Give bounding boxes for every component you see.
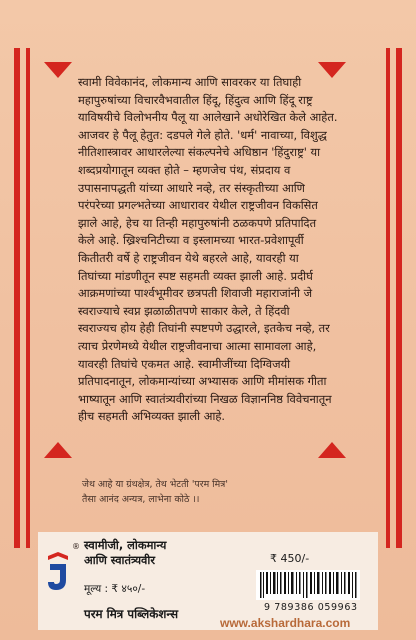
publisher-quote xyxy=(82,478,342,507)
watermark-text: www.akshardhara.com xyxy=(220,616,351,630)
book-title-line: आणि स्वातंत्र्यवीर xyxy=(84,553,155,567)
corner-triangle-icon xyxy=(44,62,72,78)
registered-mark: ® xyxy=(72,542,80,551)
blurb-line: नीतिशास्त्रावर आधारलेल्या संकल्पनेचे अधिष्ठान 'हिंदुराष्ट्र' या xyxy=(78,145,321,160)
blurb-line: हीच सहमती अभिव्यक्त झाली आहे. xyxy=(78,409,226,424)
blurb-line: उपासनापद्धती यांच्या आधारे नव्हे, तर संस्कृतीच्या आणि xyxy=(78,180,305,195)
blurb-text xyxy=(78,74,340,426)
corner-triangle-icon xyxy=(318,442,346,458)
left-red-stripe-thin xyxy=(26,48,30,548)
blurb-line: स्वराज्याचे स्वप्न झळाळीतपणे साकार केले, ते हिंदवी xyxy=(78,303,290,318)
blurb-line: शब्दप्रयोगातून व्यक्त होते – म्हणजेच पंथ, संप्रदाय व xyxy=(78,162,291,177)
blurb-line: आजवर हे पैलू हेतुत: दडपले गेले होते. 'धर्म' नावाच्या, विशुद्ध xyxy=(78,127,327,142)
blurb-line: याविषयीचे विलोभनीय पैलू या आलेखाने अधोरेखित केले आहेत. xyxy=(78,110,338,125)
quote-line: तैसा आनंद अन्यत्र, लाभेना कोठे ।। xyxy=(82,493,200,505)
blurb-line: कितीतरी वर्षे हे राष्ट्रजीवन येथे बहरले आहे, यावरही या xyxy=(78,250,299,265)
price-marathi: मूल्य : ₹ ४५०/- xyxy=(84,583,146,595)
publisher-logo-icon xyxy=(44,550,72,594)
blurb-line: केले आहे. ख्रिश्चनिटीच्या व इस्लामच्या भारत-प्रवेशापूर्वी xyxy=(78,233,304,248)
blurb-line: महापुरुषांच्या विचारवैभवातील हिंदू, हिंदुत्व आणि हिंदू राष्ट्र xyxy=(78,92,313,107)
blurb-line: त्याच प्रेरणेमध्ये येथील राष्ट्रजीवनाचा आत्मा सामावला आहे, xyxy=(78,338,317,353)
right-red-stripe xyxy=(396,48,402,548)
right-red-stripe-thin xyxy=(386,48,390,548)
price: ₹ 450/- xyxy=(270,552,310,565)
book-title xyxy=(84,538,166,568)
quote-line: जेथ आहे या ग्रंथक्षेत्र, तेथ भेटती 'परम मित्र' xyxy=(82,479,228,490)
isbn: 9 789386 059963 xyxy=(264,602,358,613)
corner-triangle-icon xyxy=(44,442,72,458)
barcode-icon xyxy=(256,570,360,600)
blurb-line: यावरही तिघांचे एकमत आहे. स्वामीजींच्या दिग्विजयी xyxy=(78,356,291,371)
blurb-line: स्वामी विवेकानंद, लोकमान्य आणि सावरकर या तिघाही xyxy=(78,75,302,89)
blurb-line: आक्रमणांच्या पार्श्वभूमीवर छत्रपती शिवाजी महाराजांनी जे xyxy=(78,286,313,301)
blurb-line: तिघांच्या मांडणीतून स्पष्ट सहमती व्यक्त झाली आहे. प्रदीर्घ xyxy=(78,268,313,283)
blurb-line: स्वराज्यच होय हेही तिघांनी स्पष्टपणे उद्धारले, इतकेच नव्हे, तर xyxy=(78,321,330,336)
blurb-line: प्रतिपादनातून, लोकमान्यांच्या अभ्यासक आणि मीमांसक गीता xyxy=(78,374,327,389)
blurb-line: झाले आहे, हेच या तिन्ही महापुरुषांनी ठळकपणे प्रतिपादित xyxy=(78,215,317,230)
blurb-line: परंपरेच्या प्रगल्भतेच्या आधारावर येथील राष्ट्रजीवन विकसित xyxy=(78,198,318,213)
blurb-line: भाष्यातून आणि स्वातंत्र्यवीरांच्या निखळ विज्ञाननिष्ठ विवेचनातून xyxy=(78,391,332,406)
book-title-line: स्वामीजी, लोकमान्य xyxy=(84,538,167,552)
publisher-name: परम मित्र पब्लिकेशन्स xyxy=(84,607,179,621)
left-red-stripe xyxy=(14,48,20,548)
